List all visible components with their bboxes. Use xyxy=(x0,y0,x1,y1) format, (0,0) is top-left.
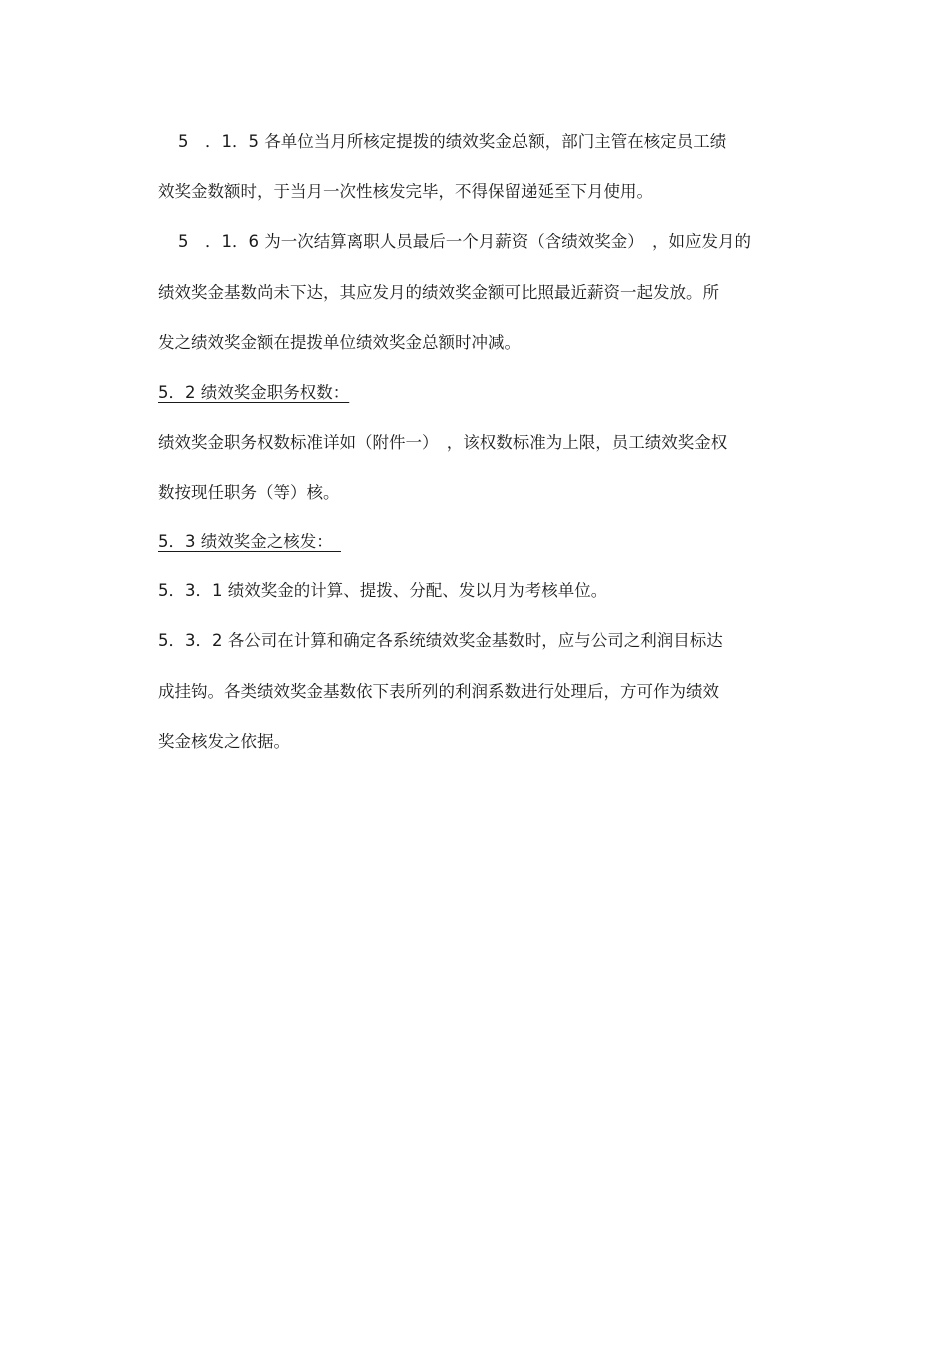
paragraph-5-2-line-2: 数按现任职务（等）核。 xyxy=(158,483,340,502)
paragraph-5-3-2-line-1: 5．3．2 各公司在计算和确定各系统绩效奖金基数时，应与公司之利润目标达 xyxy=(158,631,723,650)
paragraph-5-3-2-line-2: 成挂钩。各类绩效奖金基数依下表所列的利润系数进行处理后，方可作为绩效 xyxy=(158,682,719,701)
section-heading-5-2: 5．2 绩效奖金职务权数： xyxy=(158,383,350,402)
paragraph-5-3-1: 5．3．1 绩效奖金的计算、提拨、分配、发以月为考核单位。 xyxy=(158,581,608,600)
paragraph-5-1-6-line-3: 发之绩效奖金额在提拨单位绩效奖金总额时冲减。 xyxy=(158,333,521,352)
paragraph-5-3-2-line-3: 奖金核发之依据。 xyxy=(158,732,290,751)
paragraph-5-1-5-line-2: 效奖金数额时，于当月一次性核发完毕，不得保留递延至下月使用。 xyxy=(158,182,653,201)
paragraph-5-2-line-1: 绩效奖金职务权数标准详如（附件一） ，该权数标准为上限，员工绩效奖金权 xyxy=(158,433,728,452)
section-heading-5-3: 5．3 绩效奖金之核发： xyxy=(158,532,341,551)
paragraph-5-1-6-line-2: 绩效奖金基数尚未下达，其应发月的绩效奖金额可比照最近薪资一起发放。所 xyxy=(158,283,719,302)
paragraph-5-1-6-line-1: 5 ．1．6 为一次结算离职人员最后一个月薪资（含绩效奖金） ，如应发月的 xyxy=(178,232,751,251)
paragraph-5-1-5-line-1: 5 ．1．5 各单位当月所核定提拨的绩效奖金总额，部门主管在核定员工绩 xyxy=(178,132,727,151)
